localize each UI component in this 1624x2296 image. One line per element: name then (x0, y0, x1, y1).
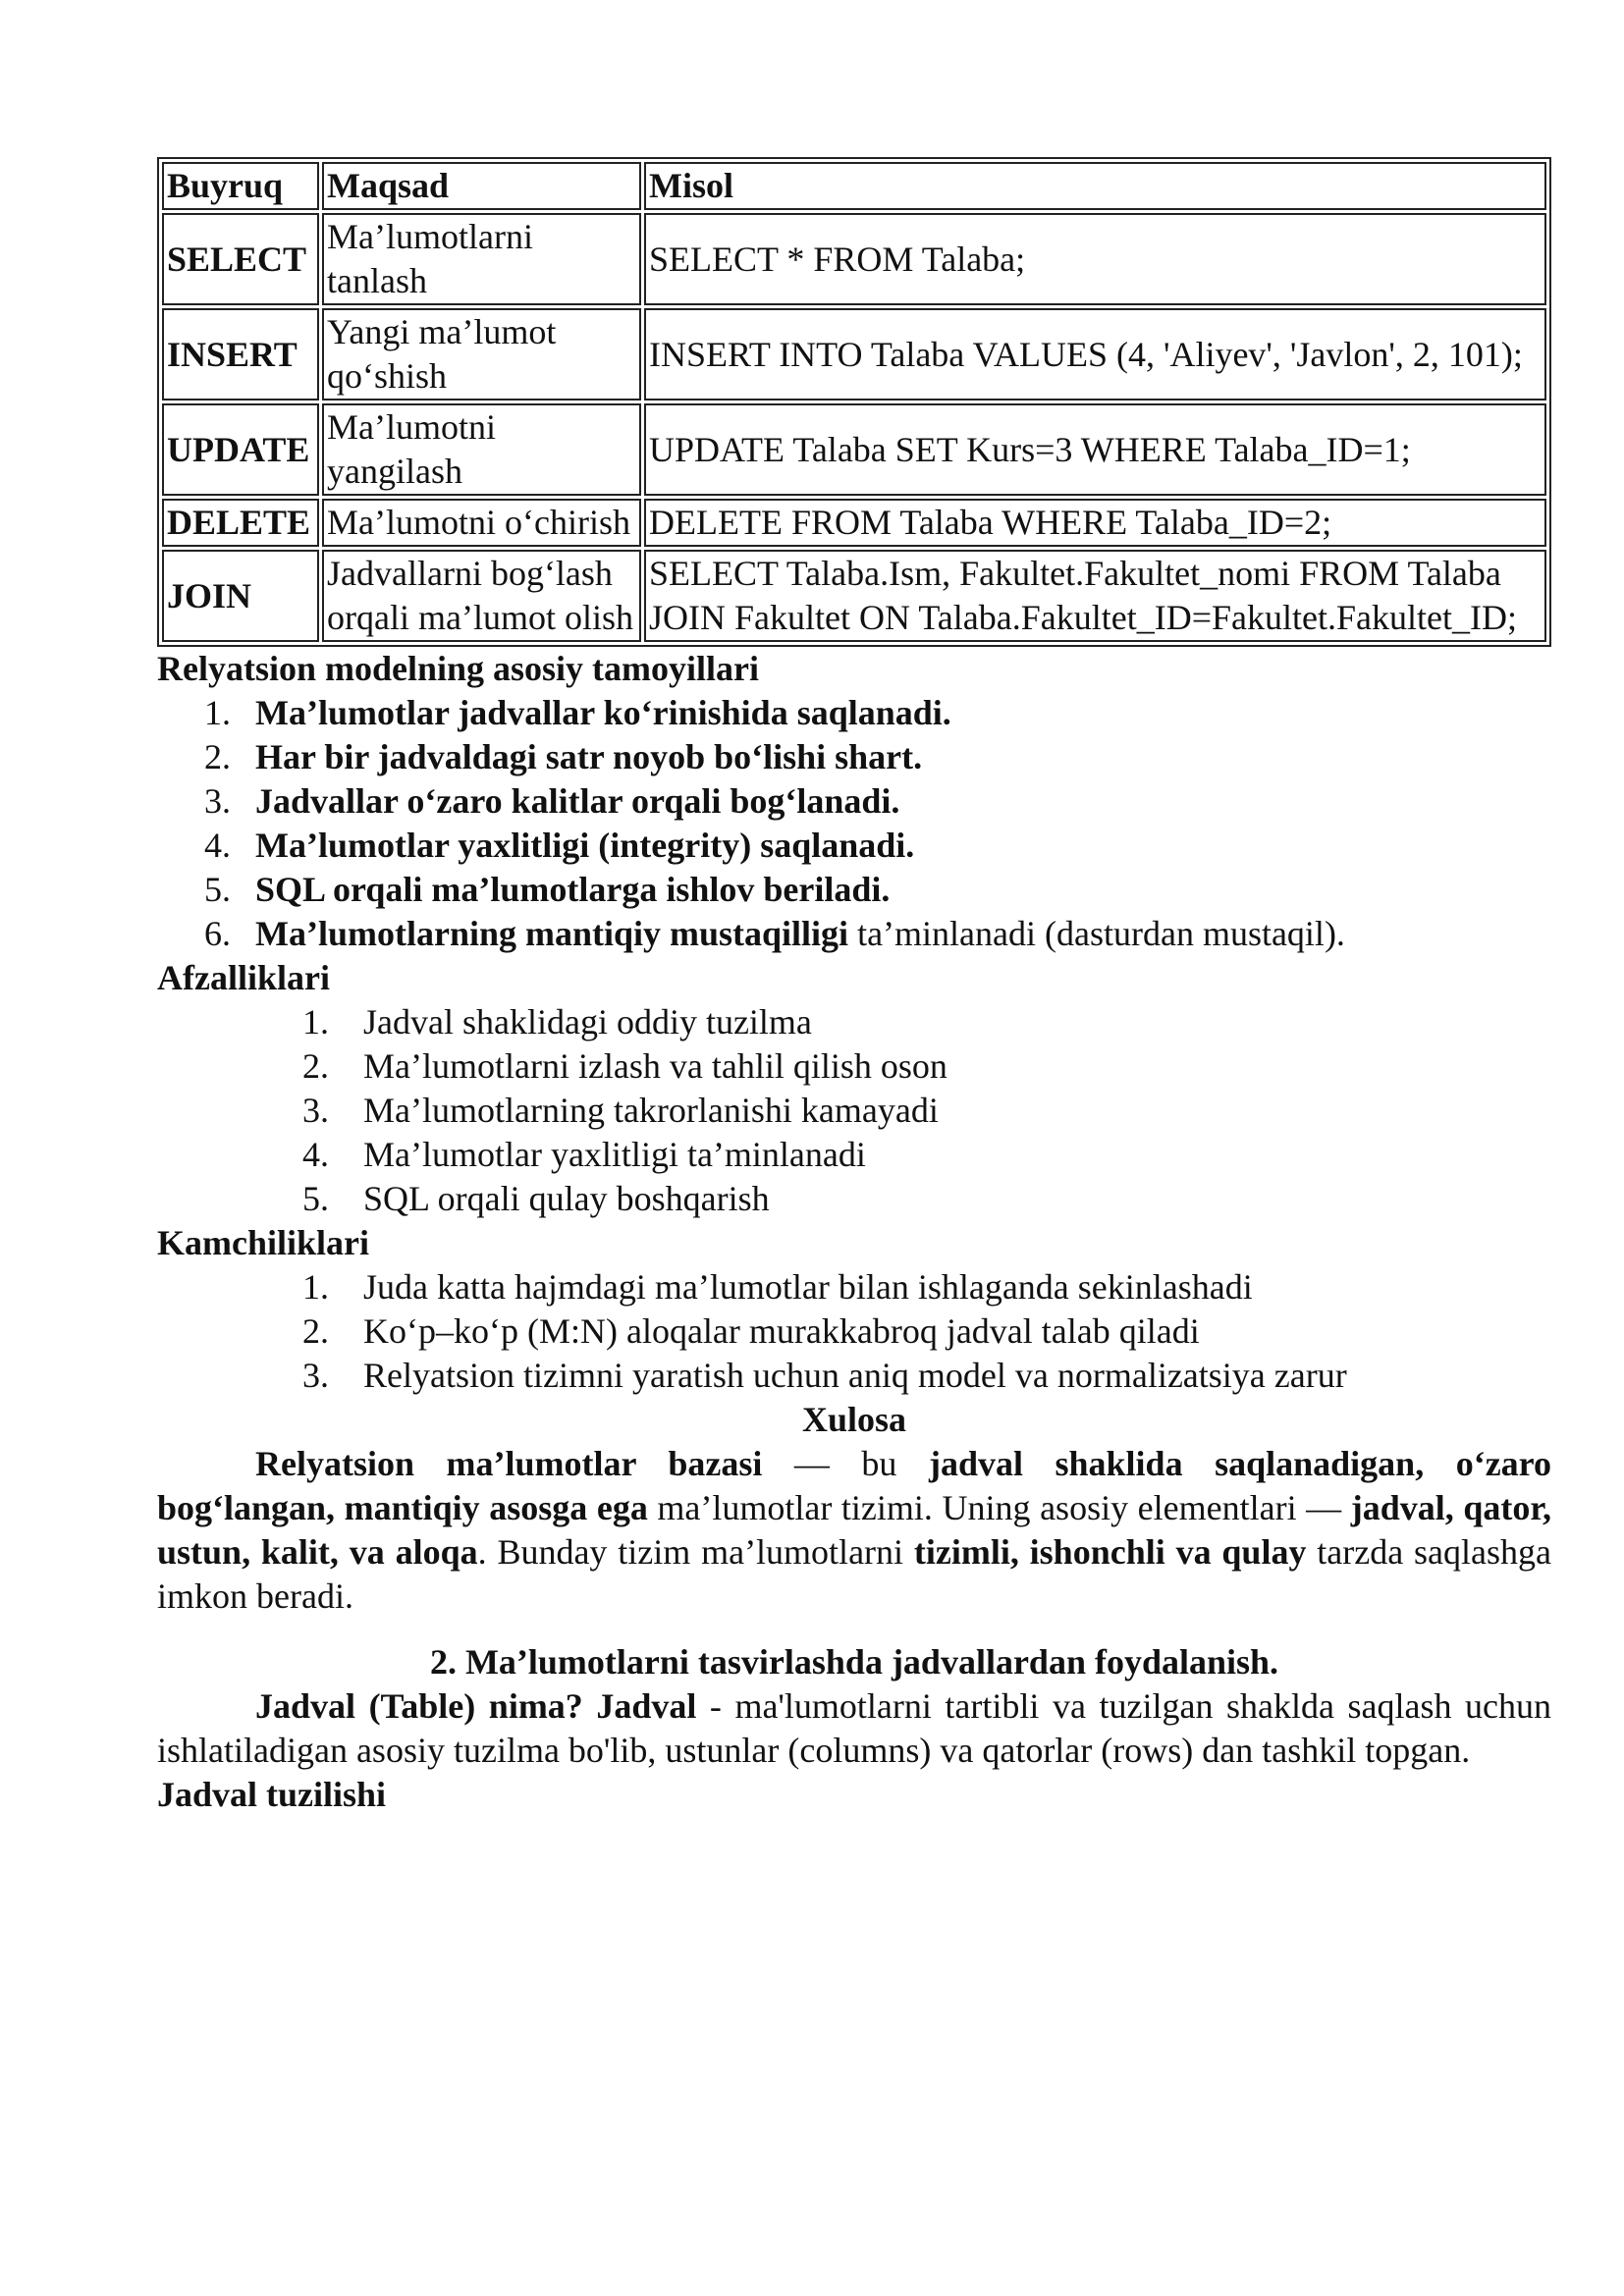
list-item-bold: Har bir jadvaldagi satr noyob bo‘lishi shart. (255, 737, 923, 776)
table-row (162, 213, 1546, 305)
command-cell: DELETE (162, 499, 319, 547)
list-item-text: Ko‘p–ko‘p (M:N) aloqalar murakkabroq jadval talab qiladi (363, 1311, 1200, 1351)
section-question: Jadval (Table) nima? Jadval (255, 1686, 697, 1726)
table-row (162, 308, 1546, 400)
list-number: 3. (302, 1356, 329, 1395)
conclusion-bold-1: Relyatsion ma’lumotlar bazasi (255, 1444, 763, 1483)
example-cell: DELETE FROM Talaba WHERE Talaba_ID=2; (644, 499, 1546, 547)
example-cell: UPDATE Talaba SET Kurs=3 WHERE Talaba_ID=1; (644, 403, 1546, 496)
principles-heading: Relyatsion modelning asosiy tamoyillari (157, 649, 760, 688)
list-number: 5. (204, 870, 231, 909)
disadvantages-list (157, 1265, 1551, 1398)
conclusion-text-1: — bu (762, 1444, 929, 1483)
principles-list (157, 691, 1551, 956)
purpose-cell: Ma’lumotni yangilash (322, 403, 641, 496)
command-cell: INSERT (162, 308, 319, 400)
list-item (157, 1133, 1551, 1177)
list-number: 2. (302, 1311, 329, 1351)
command-cell: SELECT (162, 213, 319, 305)
disadvantages-heading: Kamchiliklari (157, 1223, 369, 1262)
conclusion-text-4: tarzda saqlashga imkon beradi. (157, 1532, 1552, 1616)
spacer (157, 1619, 1551, 1640)
list-item (157, 868, 1551, 912)
list-item-text: ta’minlanadi (dasturdan mustaqil). (848, 914, 1345, 953)
conclusion-heading: Xulosa (801, 1400, 907, 1439)
section-subheading: Jadval tuzilishi (157, 1775, 387, 1814)
section-title: 2. Ma’lumotlarni tasvirlashda jadvallardan foydalanish. (429, 1642, 1279, 1682)
list-item (157, 824, 1551, 868)
header-cell: Maqsad (322, 162, 641, 210)
header-cell: Buyruq (162, 162, 319, 210)
conclusion-paragraph (157, 1442, 1551, 1619)
list-item (157, 735, 1551, 779)
list-number: 2. (204, 737, 231, 776)
list-item-text: Relyatsion tizimni yaratish uchun aniq model va normalizatsiya zarur (363, 1356, 1347, 1395)
purpose-cell: Ma’lumotni o‘chirish (322, 499, 641, 547)
list-item (157, 691, 1551, 735)
list-item-text: Juda katta hajmdagi ma’lumotlar bilan ishlaganda sekinlashadi (363, 1267, 1253, 1307)
conclusion-bold-4: tizimli, ishonchli va qulay (913, 1532, 1307, 1572)
purpose-cell: Ma’lumotlarni tanlash (322, 213, 641, 305)
list-item-text: Jadval shaklidagi oddiy tuzilma (363, 1002, 812, 1041)
list-item (157, 912, 1551, 956)
list-number: 3. (302, 1091, 329, 1130)
list-number: 3. (204, 781, 231, 821)
purpose-cell: Yangi ma’lumot qo‘shish (322, 308, 641, 400)
section-paragraph (157, 1684, 1551, 1773)
conclusion-bold-2: jadval shaklida saqlanadigan, o‘zaro bog‘langan, mantiqiy asosga ega (157, 1444, 1552, 1527)
list-number: 5. (302, 1179, 329, 1218)
conclusion-text-3: . Bunday tizim ma’lumotlarni (477, 1532, 914, 1572)
table-header-row (162, 162, 1546, 210)
list-item-bold: Jadvallar o‘zaro kalitlar orqali bog‘lanadi. (255, 781, 900, 821)
advantages-list (157, 1000, 1551, 1221)
command-cell: JOIN (162, 550, 319, 642)
header-cell: Misol (644, 162, 1546, 210)
list-item (157, 1354, 1551, 1398)
example-cell: INSERT INTO Talaba VALUES (4, 'Aliyev', 'Javlon', 2, 101); (644, 308, 1546, 400)
sql-commands-table (157, 157, 1551, 647)
table-row (162, 403, 1546, 496)
list-number: 2. (302, 1046, 329, 1086)
list-item (157, 1265, 1551, 1309)
purpose-cell: Jadvallarni bog‘lash orqali ma’lumot olish (322, 550, 641, 642)
section-text: - ma'lumotlarni tartibli va tuzilgan shakldа saqlash uchun ishlatiladigan asosiy tuzilma bo'lib, ustunlar (columns) va qatorlar (rows) dan tashkil topgan. (157, 1686, 1551, 1770)
list-number: 6. (204, 914, 231, 953)
list-item-text: Ma’lumotlarni izlash va tahlil qilish oson (363, 1046, 947, 1086)
list-item (157, 1309, 1551, 1354)
table-row (162, 499, 1546, 547)
conclusion-text-2: ma’lumotlar tizimi. Uning asosiy elementlari — (647, 1488, 1351, 1527)
advantages-heading: Afzalliklari (157, 958, 330, 997)
conclusion-bold-3: jadval, qator, ustun, kalit, va aloqa (157, 1488, 1552, 1572)
example-cell: SELECT * FROM Talaba; (644, 213, 1546, 305)
list-number: 4. (302, 1135, 329, 1174)
example-cell: SELECT Talaba.Ism, Fakultet.Fakultet_nomi FROM Talaba JOIN Fakultet ON Talaba.Fakultet_ID=Fakultet.Fakultet_ID; (644, 550, 1546, 642)
list-item (157, 1089, 1551, 1133)
list-item (157, 779, 1551, 824)
list-item-bold: Ma’lumotlarning mantiqiy mustaqilligi (255, 914, 849, 953)
list-number: 4. (204, 826, 231, 865)
list-number: 1. (302, 1267, 329, 1307)
command-cell: UPDATE (162, 403, 319, 496)
list-item (157, 1177, 1551, 1221)
list-item-text: Ma’lumotlar yaxlitligi ta’minlanadi (363, 1135, 866, 1174)
list-item-text: Ma’lumotlarning takrorlanishi kamayadi (363, 1091, 939, 1130)
list-number: 1. (302, 1002, 329, 1041)
table-row (162, 550, 1546, 642)
list-item (157, 1044, 1551, 1089)
list-item-text: SQL orqali qulay boshqarish (363, 1179, 770, 1218)
list-number: 1. (204, 693, 231, 732)
list-item-bold: Ma’lumotlar jadvallar ko‘rinishida saqlanadi. (255, 693, 951, 732)
list-item-bold: SQL orqali ma’lumotlarga ishlov beriladi. (255, 870, 891, 909)
document-page (157, 157, 1551, 1817)
list-item-bold: Ma’lumotlar yaxlitligi (integrity) saqlanadi. (255, 826, 915, 865)
list-item (157, 1000, 1551, 1044)
